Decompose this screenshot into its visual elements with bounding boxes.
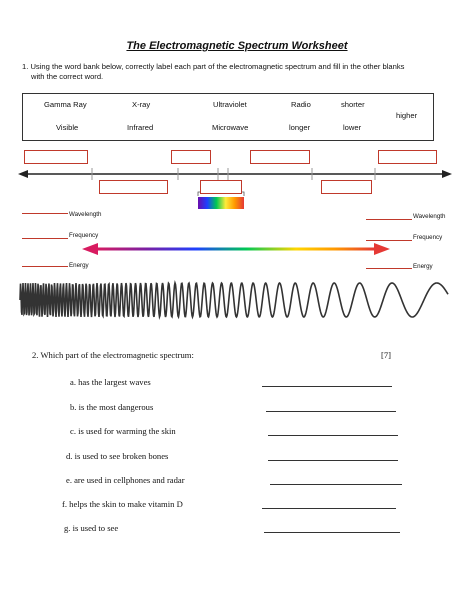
answer-blank-g[interactable] — [264, 532, 400, 533]
energy-left-blank[interactable] — [22, 266, 68, 267]
frequency-left-label: Frequency — [69, 232, 99, 239]
energy-right-label: Energy — [413, 263, 433, 270]
energy-right-blank[interactable] — [366, 268, 412, 269]
instructions-line-2: with the correct word. — [31, 72, 104, 81]
label-box-7[interactable] — [378, 150, 437, 164]
answer-blank-d[interactable] — [268, 460, 398, 461]
question2-item-d: d. is used to see broken bones — [66, 451, 169, 461]
word-gamma-ray: Gamma Ray — [44, 100, 87, 109]
label-box-4[interactable] — [200, 180, 242, 194]
label-box-6[interactable] — [321, 180, 372, 194]
word-ultraviolet: Ultraviolet — [213, 100, 247, 109]
question2-item-e: e. are used in cellphones and radar — [66, 475, 185, 485]
word-longer: longer — [289, 123, 311, 132]
word-higher: higher — [396, 111, 418, 120]
answer-blank-e[interactable] — [270, 484, 402, 485]
label-box-1[interactable] — [24, 150, 88, 164]
word-x-ray: X-ray — [132, 100, 151, 109]
wavelength-left-blank[interactable] — [22, 213, 68, 214]
rainbow-arrow-left-head — [82, 243, 98, 255]
frequency-left-blank[interactable] — [22, 238, 68, 239]
label-box-3[interactable] — [171, 150, 211, 164]
word-shorter: shorter — [341, 100, 365, 109]
frequency-right-label: Frequency — [413, 234, 443, 241]
question2-item-g: g. is used to see — [64, 523, 119, 533]
word-visible: Visible — [56, 123, 79, 132]
word-radio: Radio — [291, 100, 311, 109]
instructions-line-1: 1. Using the word bank below, correctly label each part of the electromagnetic spectrum and fill in the other blanks — [22, 62, 405, 71]
label-box-2[interactable] — [99, 180, 168, 194]
wavelength-right-blank[interactable] — [366, 219, 412, 220]
word-microwave: Microwave — [212, 123, 249, 132]
wave-line — [20, 283, 448, 317]
wavelength-left-label: Wavelength — [69, 211, 102, 218]
energy-left-label: Energy — [69, 262, 89, 269]
visible-light-strip — [198, 197, 244, 209]
answer-blank-a[interactable] — [262, 386, 392, 387]
question2-prompt: 2. Which part of the electromagnetic spectrum: — [32, 350, 194, 360]
rainbow-arrow-right-head — [374, 243, 390, 255]
axis-right-arrowhead — [442, 170, 452, 178]
label-box-5[interactable] — [250, 150, 310, 164]
question2-item-f: f. helps the skin to make vitamin D — [62, 499, 183, 509]
axis-left-arrowhead — [18, 170, 28, 178]
question2-item-c: c. is used for warming the skin — [70, 426, 176, 436]
answer-blank-f[interactable] — [262, 508, 396, 509]
answer-blank-c[interactable] — [268, 435, 398, 436]
instructions — [22, 62, 452, 82]
rainbow-double-arrow — [0, 240, 474, 258]
answer-blank-b[interactable] — [266, 411, 396, 412]
question2-item-a: a. has the largest waves — [70, 377, 151, 387]
worksheet-title: The Electromagnetic Spectrum Worksheet — [126, 40, 348, 52]
question2-points: [7] — [381, 350, 392, 360]
word-infrared: Infrared — [127, 123, 154, 132]
word-bank — [22, 93, 434, 141]
wavelength-right-label: Wavelength — [413, 213, 446, 220]
question2-item-b: b. is the most dangerous — [70, 402, 154, 412]
em-wave — [0, 272, 474, 328]
word-lower: lower — [343, 123, 362, 132]
